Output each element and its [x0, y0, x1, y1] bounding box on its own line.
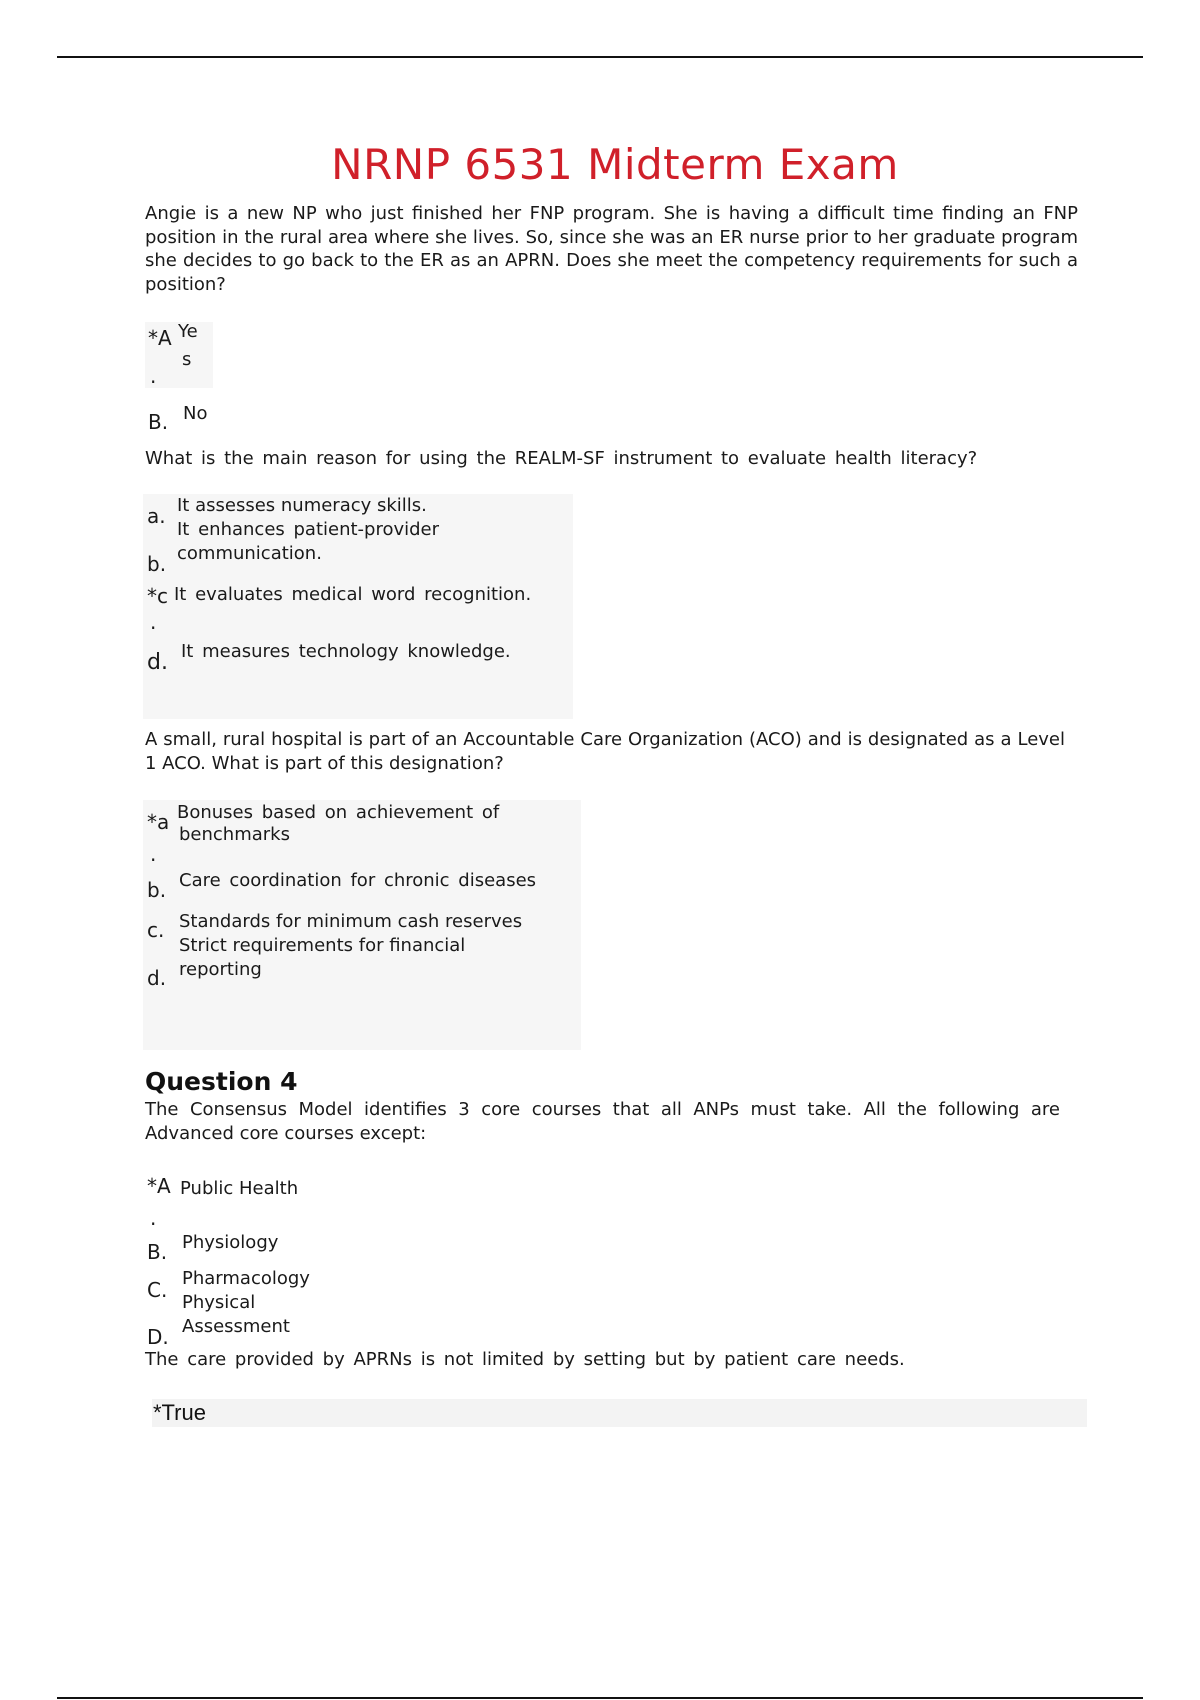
- q4-option-b-label: B.: [147, 1240, 168, 1264]
- q4-option-c-text: Pharmacology: [182, 1268, 310, 1289]
- q2-option-a-text: It assesses numeracy skills.: [177, 495, 427, 516]
- question-5-text: The care provided by APRNs is not limited by setting but by patient care needs.: [145, 1349, 905, 1370]
- q4-option-b-text: Physiology: [182, 1232, 279, 1253]
- question-3-text: A small, rural hospital is part of an Accountable Care Organization (ACO) and is designated as a Level 1 ACO. What is part of this designation?: [145, 729, 1065, 774]
- q4-option-d-text: Physical: [182, 1292, 256, 1313]
- footer-rule: [57, 1697, 1143, 1699]
- question-4-heading: Question 4: [145, 1067, 298, 1096]
- q3-option-d-text-cont: reporting: [179, 959, 262, 980]
- header-rule: [57, 56, 1143, 58]
- q3-option-a-label: *a: [147, 810, 170, 834]
- q2-option-b-text-cont: communication.: [177, 543, 322, 564]
- question-4-text: The Consensus Model identifies 3 core courses that all ANPs must take. All the following are Advanced core courses except:: [145, 1099, 1060, 1144]
- q1-option-b-label: B.: [148, 410, 169, 434]
- page-title: NRNP 6531 Midterm Exam: [331, 140, 899, 189]
- question-5-answer-bar: [152, 1399, 1087, 1427]
- q4-option-a-text: Public Health: [180, 1178, 299, 1199]
- q1-option-a-label: *A: [148, 326, 172, 350]
- q3-option-a-text-cont: benchmarks: [179, 824, 290, 845]
- q3-option-c-label: c.: [147, 918, 165, 942]
- q2-option-b-label: b.: [147, 552, 167, 576]
- q1-option-a-text: Ye: [178, 321, 198, 342]
- q2-option-d-label: d.: [147, 650, 168, 675]
- q4-option-a-label-dot: .: [150, 1206, 157, 1230]
- q2-option-a-label: a.: [147, 504, 166, 528]
- q4-option-a-label: *A: [147, 1174, 171, 1198]
- q3-option-d-label: d.: [147, 966, 167, 990]
- q4-option-d-label: D.: [147, 1325, 169, 1349]
- q2-option-c-label-dot: .: [150, 610, 157, 634]
- q3-option-b-label: b.: [147, 878, 167, 902]
- q3-option-d-text: Strict requirements for financial: [179, 935, 466, 956]
- q2-option-c-label: *c: [147, 584, 168, 608]
- q1-option-a-label-dot: .: [150, 364, 157, 388]
- question-2-text: What is the main reason for using the REALM-SF instrument to evaluate health literacy?: [145, 448, 978, 469]
- question-5-answer: *True: [153, 1400, 206, 1425]
- q3-option-a-text: Bonuses based on achievement of: [177, 802, 500, 823]
- q3-option-a-label-dot: .: [150, 842, 157, 866]
- q1-option-b-text: No: [183, 403, 208, 424]
- q4-option-d-text-cont: Assessment: [182, 1316, 290, 1337]
- question-1-text: Angie is a new NP who just finished her FNP program. She is having a difficult time finding an FNP position in the rural area where she lives. So, since she was an ER nurse prior to her graduate program she decides to go back to the ER as an APRN. Does she meet the competency requirements for such a position?: [145, 203, 1078, 295]
- q1-option-a-text-cont: s: [182, 349, 192, 370]
- q3-option-c-text: Standards for minimum cash reserves: [179, 911, 523, 932]
- q4-option-c-label: C.: [147, 1278, 168, 1302]
- q2-option-d-text: It measures technology knowledge.: [181, 641, 511, 662]
- q2-option-b-text: It enhances patient-provider: [177, 519, 440, 540]
- q2-option-c-text: It evaluates medical word recognition.: [174, 584, 532, 605]
- q3-option-b-text: Care coordination for chronic diseases: [179, 870, 537, 891]
